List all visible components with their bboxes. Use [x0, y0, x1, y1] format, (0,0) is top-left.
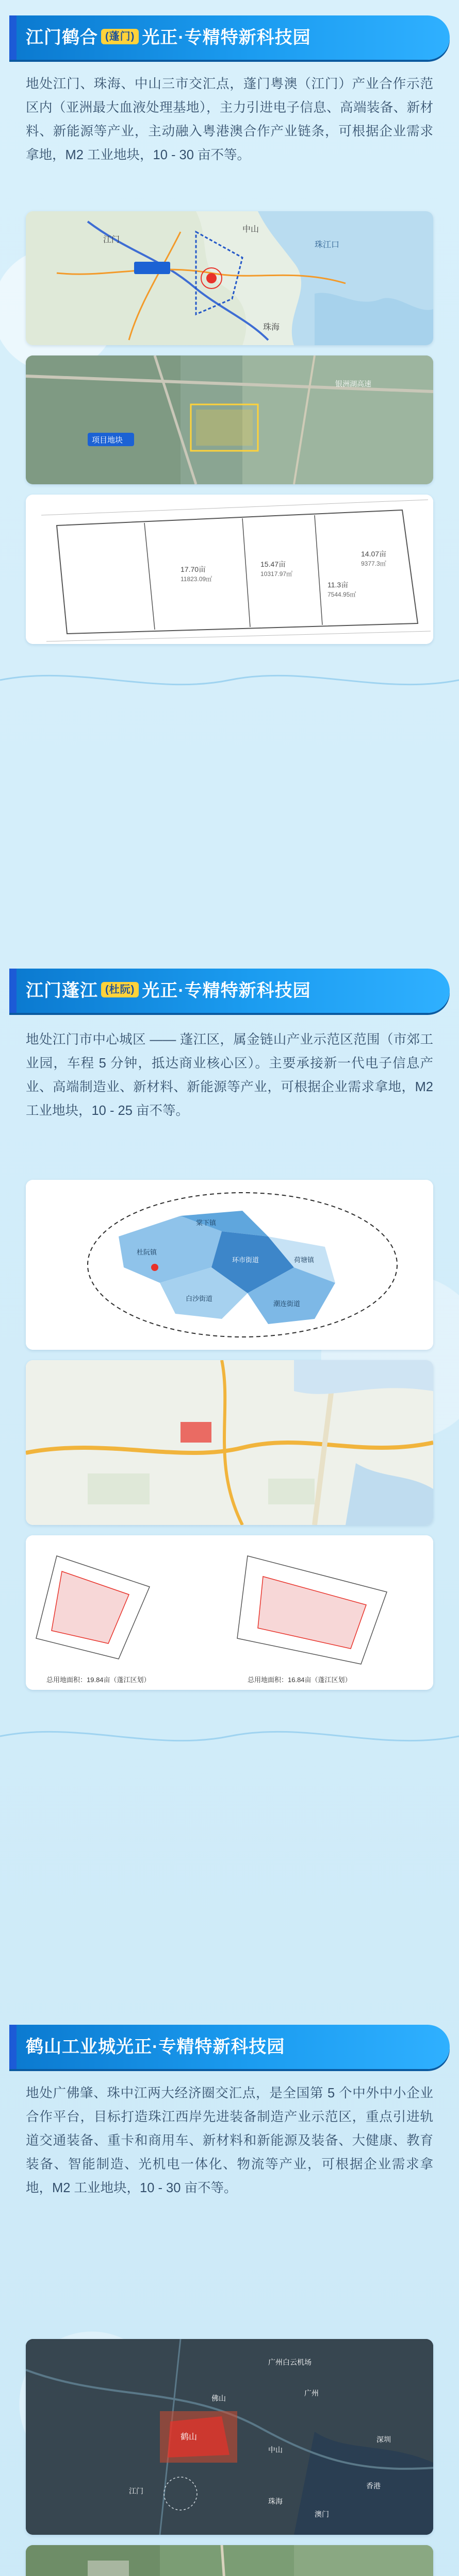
section-2-description: 地处江门市中心城区 —— 蓬江区，属金链山产业示范区范围（市郊工业园，车程 5 分钟，抵达商业核心区）。主要承接新一代电子信息产业、高端制造业、新材料、新能源等产业，可根据企业需求拿地，M2 工业地块，10 - 25 亩不等。	[26, 1032, 433, 1118]
map-label-jiangmen: 江门	[103, 235, 120, 244]
section-1-title-banner	[9, 15, 450, 60]
district-label-duruan: 杜阮镇	[137, 1248, 157, 1256]
section-1-title	[26, 15, 311, 60]
site-plan-caption-right: 总用地面积：16.84亩（蓬江区划）	[248, 1676, 352, 1684]
plot-2-name: 15.47亩	[260, 560, 286, 568]
title-post: 光正·专精特新科技园	[142, 28, 311, 47]
aerial-map-image	[26, 355, 433, 484]
plot-4-area: 9377.3㎡	[361, 560, 386, 567]
section-3-title-banner	[9, 2025, 450, 2069]
region-label-guangzhou: 广州	[304, 2389, 319, 2397]
aerial-label-site: 项目地块	[92, 436, 123, 445]
district-label-hetang: 荷塘镇	[294, 1256, 315, 1264]
section-2-road-map	[26, 1360, 433, 1525]
region-label-hongkong: 香港	[366, 2482, 381, 2490]
section-2-title-banner	[9, 969, 450, 1013]
section-divider-wave	[0, 665, 459, 696]
title-post: 光正·专精特新科技园	[142, 981, 311, 1001]
district-label-chaolian: 潮连街道	[273, 1300, 301, 1308]
banner-accent-bar	[9, 969, 17, 1013]
plot-plan-image	[26, 495, 433, 644]
map-label-zhuhai: 珠海	[263, 323, 280, 332]
road-map-image	[26, 1360, 433, 1525]
section-3-title	[26, 2025, 285, 2069]
section-1-description: 地处江门、珠海、中山三市交汇点，蓬门粤澳（江门）产业合作示范区内（亚洲最大血液处理基地），主力引进电子信息、高端装备、新材料、新能源等产业，主动融入粤港澳合作产业链条，可根据企业需求拿地，M2 工业地块，10 - 30 亩不等。	[26, 77, 433, 162]
district-label-tangxia: 棠下镇	[196, 1219, 217, 1227]
region-label-foshan: 佛山	[211, 2394, 226, 2402]
section-1-plot-plan	[26, 495, 433, 644]
section-3-aerial-map	[26, 2545, 433, 2576]
title-pre: 江门蓬江	[26, 981, 98, 1001]
plot-4-name: 14.07亩	[361, 550, 387, 558]
map-label-zhongshan: 中山	[242, 225, 259, 234]
region-label-jiangmen: 江门	[129, 2487, 143, 2495]
plot-3-name: 11.3亩	[327, 581, 349, 589]
region-label-macau: 澳门	[315, 2510, 329, 2518]
section-3-description: 地处广佛肇、珠中江两大经济圈交汇点，是全国第 5 个中外中小企业合作平台，目标打造珠江西岸先进装备制造产业示范区，重点引进轨道交通装备、重卡和商用车、新材料和新能源及装备、大健康、教育装备、智能制造、光机电一体化、物流等产业，可根据企业需求拿地，M2 工业地块，10 - 30 亩不等。	[26, 2086, 433, 2195]
title-pre: 鹤山工业城	[26, 2037, 116, 2057]
district-label-baisha: 白沙街道	[186, 1295, 213, 1302]
regional-map-image	[26, 211, 433, 345]
section-divider-wave	[0, 1721, 459, 1752]
banner-accent-bar	[9, 2025, 17, 2069]
region-label-zhuhai: 珠海	[268, 2497, 283, 2505]
site-plan-caption-left: 总用地面积：19.84亩（蓬江区划）	[46, 1676, 151, 1684]
section-1-regional-map	[26, 211, 433, 345]
plot-1-area: 11823.09㎡	[181, 575, 212, 583]
title-pre: 江门鹤合	[26, 28, 98, 47]
region-label-heshan: 鹤山	[181, 2433, 198, 2442]
region-label-shenzhen: 深圳	[376, 2435, 391, 2444]
plot-1-name: 17.70亩	[181, 565, 206, 573]
map-label-zhujiangkou: 珠江口	[315, 241, 340, 249]
section-1-site-aerial-map	[26, 355, 433, 484]
region-label-zhongshan: 中山	[268, 2446, 283, 2454]
district-map-image	[26, 1180, 433, 1350]
plot-2-area: 10317.97㎡	[260, 570, 293, 578]
section-2-site-plan	[26, 1535, 433, 1690]
aerial-image	[26, 2545, 433, 2576]
region-map-image	[26, 2339, 433, 2535]
title-tag: (蓬门)	[101, 29, 139, 44]
section-2-district-map	[26, 1180, 433, 1350]
section-3-region-map	[26, 2339, 433, 2535]
site-plan-image	[26, 1535, 433, 1690]
title-post: 光正·专精特新科技园	[116, 2037, 285, 2057]
district-label-huanshi: 环市街道	[232, 1256, 259, 1264]
title-tag: (杜阮)	[101, 982, 139, 997]
plot-3-area: 7544.95㎡	[327, 591, 356, 598]
aerial-label-highway: 银洲湖高速	[335, 380, 371, 388]
section-2-title	[26, 969, 311, 1013]
banner-accent-bar	[9, 15, 17, 60]
region-label-airport: 广州白云机场	[268, 2358, 312, 2366]
